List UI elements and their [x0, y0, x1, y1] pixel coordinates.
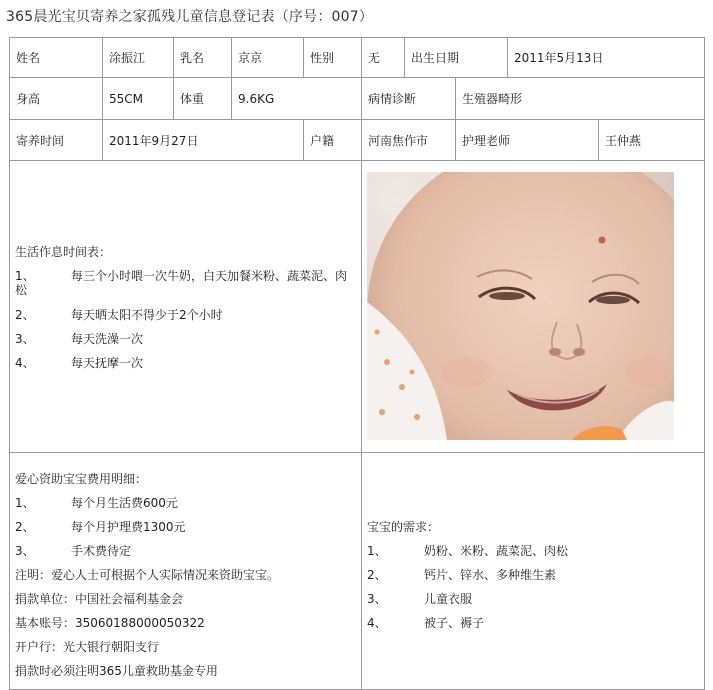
- name-value-cell: [102, 37, 173, 77]
- costs-num-2: 2、: [15, 520, 35, 534]
- costs-note: 注明：爱心人士可根据个人实际情况来资助宝宝。: [15, 568, 280, 582]
- needs-item-3: 儿童衣服: [424, 592, 473, 606]
- diagnosis-value-cell: [455, 77, 705, 119]
- hukou-label: 户籍: [310, 133, 335, 148]
- schedule-num-2: 2、: [15, 308, 35, 322]
- weight-value: 9.6KG: [238, 91, 275, 106]
- costs-num-3: 3、: [15, 544, 35, 558]
- hukou-label-cell: [303, 119, 361, 160]
- needs-item-4: 被子、褥子: [424, 616, 485, 630]
- hukou-value: 河南焦作市: [368, 133, 429, 148]
- name-label-cell: [9, 37, 102, 77]
- diagnosis-value: 生殖器畸形: [462, 92, 523, 106]
- baby-photo: [367, 172, 674, 440]
- gender-label: 性别: [310, 51, 335, 65]
- nickname-value-cell: [231, 37, 303, 77]
- gender-label-cell: [303, 37, 361, 77]
- donation-unit: 捐款单位：中国社会福利基金会: [15, 592, 184, 606]
- foster-label-cell: [9, 119, 102, 160]
- needs-num-4: 4、: [367, 616, 387, 630]
- birth-value-cell: [507, 37, 705, 77]
- needs-num-1: 1、: [367, 544, 387, 558]
- height-value-cell: [102, 77, 173, 119]
- foster-label: 寄养时间: [16, 133, 65, 148]
- costs-heading: 爱心资助宝宝费用明细：: [15, 472, 148, 486]
- account-number: 基本账号：35060188000050322: [15, 616, 205, 630]
- gender-value: 无: [368, 51, 381, 65]
- needs-item-1: 奶粉、米粉、蔬菜泥、肉松: [424, 544, 569, 558]
- bank-name: 开户行：光大银行朝阳支行: [15, 640, 160, 654]
- donation-remark: 捐款时必须注明365儿童救助基金专用: [15, 664, 218, 678]
- birth-label: 出生日期: [411, 51, 460, 65]
- needs-heading: 宝宝的需求：: [367, 520, 440, 534]
- birth-value: 2011年5月13日: [514, 51, 604, 65]
- name-value: 涂振江: [109, 51, 146, 65]
- costs-item-1: 每个月生活费600元: [71, 496, 178, 510]
- schedule-item-2: 每天晒太阳不得少于2个小时: [71, 308, 223, 322]
- nurse-label: 护理老师: [462, 133, 511, 148]
- schedule-num-1: 1、: [15, 269, 35, 283]
- nickname-label: 乳名: [180, 51, 205, 65]
- foster-value: 2011年9月27日: [109, 133, 199, 148]
- schedule-item-1-cont: 松: [15, 283, 28, 297]
- hukou-value-cell: [361, 119, 455, 160]
- schedule-num-4: 4、: [15, 356, 35, 370]
- diagnosis-label-cell: [361, 77, 455, 119]
- page-title: 365晨光宝贝寄养之家孤残儿童信息登记表（序号：007）: [6, 9, 374, 25]
- needs-num-3: 3、: [367, 592, 387, 606]
- weight-value-cell: [231, 77, 361, 119]
- nurse-value: 王仲燕: [605, 133, 642, 148]
- height-label: 身高: [16, 92, 41, 106]
- costs-item-3: 手术费待定: [71, 544, 132, 558]
- height-label-cell: [9, 77, 102, 119]
- schedule-item-1: 每三个小时喂一次牛奶，白天加餐米粉、蔬菜泥、肉: [71, 269, 348, 283]
- weight-label: 体重: [180, 92, 205, 106]
- costs-num-1: 1、: [15, 496, 35, 510]
- needs-num-2: 2、: [367, 568, 387, 582]
- schedule-num-3: 3、: [15, 332, 35, 346]
- baby-photo-illustration: [367, 172, 674, 440]
- birth-label-cell: [404, 37, 507, 77]
- schedule-heading: 生活作息时间表：: [15, 245, 112, 259]
- gender-value-cell: [361, 37, 404, 77]
- name-label: 姓名: [16, 51, 41, 65]
- nickname-value: 京京: [238, 51, 263, 65]
- foster-value-cell: [102, 119, 303, 160]
- nurse-label-cell: [455, 119, 598, 160]
- schedule-item-3: 每天洗澡一次: [71, 332, 144, 346]
- nickname-label-cell: [173, 37, 231, 77]
- diagnosis-label: 病情诊断: [368, 92, 417, 106]
- height-value: 55CM: [109, 91, 144, 106]
- schedule-item-4: 每天抚摩一次: [71, 356, 144, 370]
- needs-item-2: 钙片、锌水、多种维生素: [424, 568, 557, 582]
- weight-label-cell: [173, 77, 231, 119]
- costs-item-2: 每个月护理费1300元: [71, 520, 186, 534]
- nurse-value-cell: [598, 119, 705, 160]
